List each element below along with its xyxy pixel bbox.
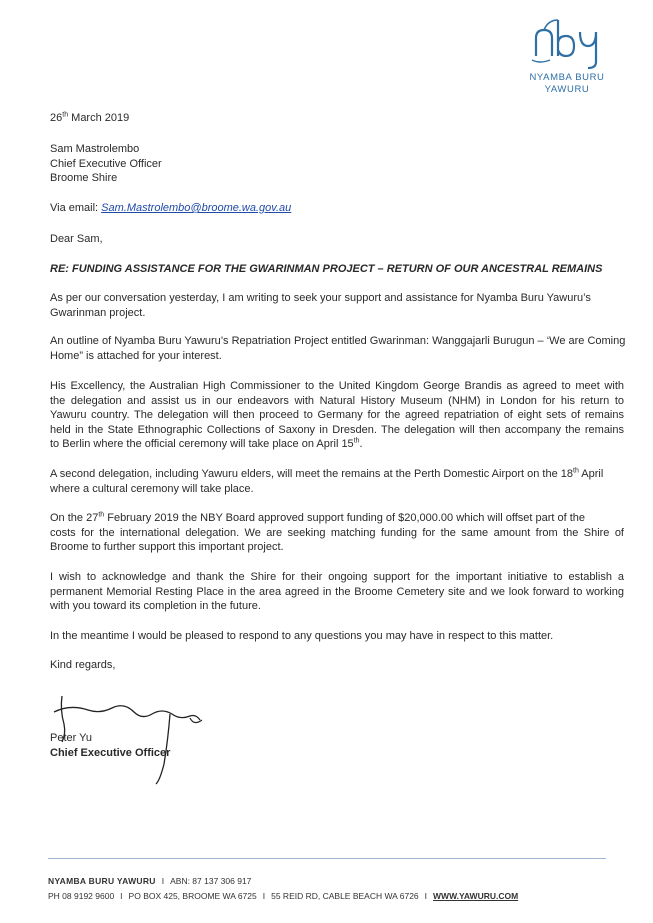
paragraph-2: An outline of Nyamba Buru Yawuru’s Repatriation Project entitled Gwarinman: Wanggajarli Burugun – ‘We are Coming Home” is attached for your interest. xyxy=(50,335,626,362)
paragraph-6: I wish to acknowledge and thank the Shire for their ongoing support for the important initiative to establish a permanent Memorial Resting Place in the area agreed in the Broome Cemetery site and we look forward to working with you toward its completion in the future. xyxy=(50,571,624,613)
recipient-address xyxy=(50,142,624,186)
footer-website-link[interactable]: WWW.YAWURU.COM xyxy=(433,891,519,901)
salutation: Dear Sam, xyxy=(50,233,103,245)
paragraph-5: On the 27th February 2019 the NBY Board approved support funding of $20,000.00 which will offset part of the costs for the international delegation. We are seeking matching funding for the same amount from the Shire of Broome to further support this important project. xyxy=(50,511,624,554)
signer-name: Peter Yu xyxy=(50,732,92,744)
footer-address: 55 REID RD, CABLE BEACH WA 6726 xyxy=(271,891,419,901)
recipient-name: Sam Mastrolembo xyxy=(50,143,140,155)
nyamba-buru-yawuru-logo xyxy=(522,14,612,100)
letter-date: 26th March 2019 xyxy=(50,111,130,124)
paragraph-4: A second delegation, including Yawuru elders, will meet the remains at the Perth Domestic Airport on the 18th April where a cultural ceremony will take place. xyxy=(50,467,604,495)
paragraph-7: In the meantime I would be pleased to respond to any questions you may have in respect to this matter. xyxy=(50,630,554,642)
footer-line-2: PH 08 9192 9600 I PO BOX 425, BROOME WA 6725 I 55 REID RD, CABLE BEACH WA 6726 I WWW.YAWURU.COM xyxy=(48,891,519,901)
paragraph-1: As per our conversation yesterday, I am writing to seek your support and assistance for Nyamba Buru Yawuru’s Gwarinman project. xyxy=(50,292,591,319)
footer-abn: ABN: 87 137 306 917 xyxy=(170,876,252,886)
recipient-email-link[interactable]: Sam.Mastrolembo@broome.wa.gov.au xyxy=(101,202,292,214)
logo-text-line1: NYAMBA BURU xyxy=(529,72,605,83)
footer-line-1: NYAMBA BURU YAWURU I ABN: 87 137 306 917 xyxy=(48,876,252,886)
footer-phone: PH 08 9192 9600 xyxy=(48,891,115,901)
subject-line: RE: FUNDING ASSISTANCE FOR THE GWARINMAN PROJECT – RETURN OF OUR ANCESTRAL REMAINS xyxy=(50,263,603,275)
signer-title: Chief Executive Officer xyxy=(50,746,171,759)
recipient-organisation: Broome Shire xyxy=(50,172,118,185)
signature-block xyxy=(50,731,624,760)
logo-text-line2: YAWURU xyxy=(544,84,590,95)
recipient-title: Chief Executive Officer xyxy=(50,157,162,170)
footer-org: NYAMBA BURU YAWURU xyxy=(48,876,156,886)
footer-po-box: PO BOX 425, BROOME WA 6725 xyxy=(128,891,257,901)
footer-divider xyxy=(48,858,606,859)
closing: Kind regards, xyxy=(50,659,116,671)
nby-logo-mark-icon xyxy=(530,16,604,70)
paragraph-3: His Excellency, the Australian High Commissioner to the United Kingdom George Brandis as agreed to meet with the delegation and assist us in our endeavors with Natural History Museum (NHM) in London for his return to Yawuru country. The delegation will then proceed to Germany for the agreed repatriation of eight sets of remains held in the State Ethnographic Collections of Saxony in Dresden. The delegation will then accompany the remains to Berlin where the official ceremony will take place on April 15th. xyxy=(50,380,624,451)
via-email-line: Via email: Sam.Mastrolembo@broome.wa.gov.au xyxy=(50,202,292,214)
